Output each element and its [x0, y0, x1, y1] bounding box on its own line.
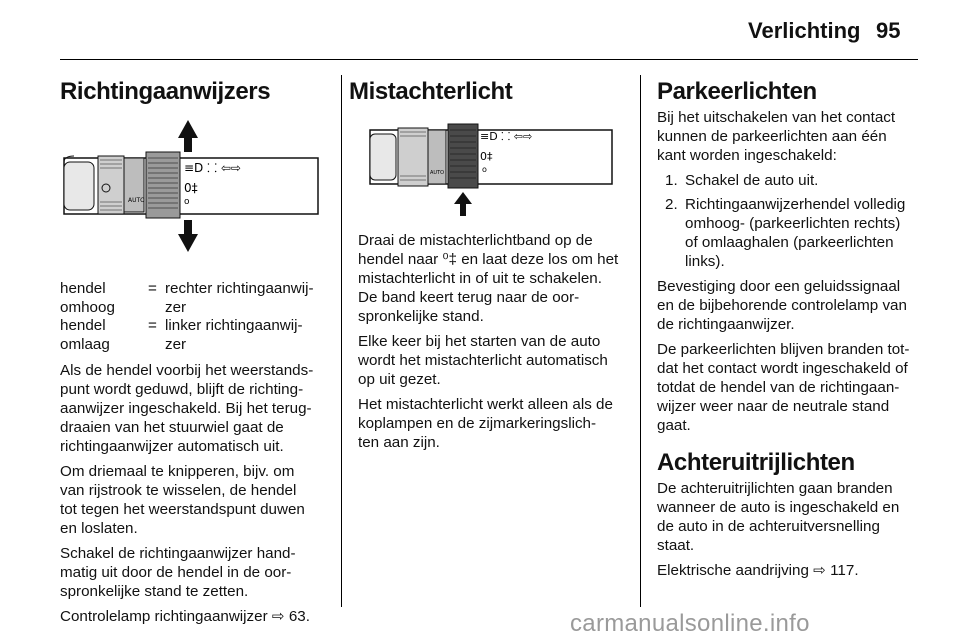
- section-heading-parkeerlichten: Parkeerlichten: [657, 78, 817, 105]
- definition-eq-1: =: [148, 280, 157, 297]
- definition-eq-2: =: [148, 317, 157, 334]
- numbered-list: [657, 171, 922, 271]
- turn-signal-lever-illustration: [60, 118, 322, 254]
- list-item: 1. Schakel de auto uit.: [665, 172, 819, 189]
- definition-term-1: hendel omhoog: [60, 280, 115, 316]
- section-richtingaanwijzers: [60, 78, 335, 106]
- col1-body: [60, 361, 335, 626]
- svg-text:≡D ⸬ ⇦⇨: ≡D ⸬ ⇦⇨: [480, 130, 533, 143]
- page-number: 95: [876, 18, 901, 43]
- arrow-up-icon: [178, 120, 198, 152]
- svg-text:o: o: [482, 165, 487, 174]
- section-mistachterlicht: [349, 78, 634, 106]
- arrow-down-icon: [178, 220, 198, 252]
- list-item: 2. Richtingaanwijzerhendel volledig omhoog- (parkeerlichten rechts) of omlaaghalen (parkeerlichten links).: [665, 196, 906, 270]
- watermark: carmanualsonline.info: [570, 610, 810, 637]
- section-heading: Mistachterlicht: [349, 78, 513, 105]
- section-heading-achteruitrijlichten: Achteruitrijlichten: [657, 449, 855, 476]
- section-heading: Richtingaanwijzers: [60, 78, 271, 105]
- paragraph: Schakel de richtingaanwijzer hand- matig uit door de hendel in de oor- spronkelijke stand te zetten.: [60, 545, 296, 600]
- definition-term-2: hendel omlaag: [60, 317, 110, 353]
- col3-body: [657, 78, 922, 580]
- paragraph: Bij het uitschakelen van het contact kunnen de parkeerlichten aan één kant worden ingeschakeld:: [657, 109, 896, 164]
- column-divider-2: [640, 75, 641, 607]
- svg-text:AUTO: AUTO: [128, 197, 145, 204]
- col2-body: [358, 231, 634, 452]
- column-divider-1: [341, 75, 342, 607]
- paragraph: De achteruitrijlichten gaan branden wanneer de auto is ingeschakeld en de auto in de achteruitversnelling staat.: [657, 480, 900, 554]
- definition-desc-1: rechter richtingaanwij- zer: [165, 280, 314, 316]
- arrow-up-icon: [454, 192, 472, 216]
- svg-text:AUTO: AUTO: [430, 170, 445, 176]
- svg-text:0‡: 0‡: [184, 181, 198, 195]
- header-divider: [60, 59, 918, 60]
- cross-reference-paragraph: Controlelamp richtingaanwijzer ⇨ 63.: [60, 608, 310, 625]
- paragraph: Om driemaal te knipperen, bijv. om van rijstrook te wisselen, de hendel tot tegen het weerstandspunt duwen en loslaten.: [60, 463, 305, 537]
- svg-text:≡D ⸬ ⇦⇨: ≡D ⸬ ⇦⇨: [184, 161, 241, 175]
- paragraph: Draai de mistachterlichtband op de hendel naar ⁰‡ en laat deze los om het mistachterlicht in of uit te schakelen. De band keert terug naar de oor- spronkelijke stand.: [358, 232, 619, 325]
- paragraph: Het mistachterlicht werkt alleen als de koplampen en de zijmarkeringslich- ten aan zijn.: [358, 396, 613, 451]
- page-header-title: Verlichting: [748, 18, 861, 43]
- paragraph: Als de hendel voorbij het weerstands- punt wordt geduwd, blijft de richting- aanwijzer ingeschakeld. Bij het terug- draaien van het stuurwiel gaat de richtingaanwijzer automatisch uit.: [60, 362, 314, 455]
- paragraph: Elke keer bij het starten van de auto wordt het mistachterlicht automatisch op uit gezet.: [358, 333, 608, 388]
- definition-desc-2: linker richtingaanwij- zer: [165, 317, 303, 353]
- svg-text:o: o: [184, 197, 190, 207]
- paragraph: De parkeerlichten blijven branden tot- dat het contact wordt ingeschakeld of totdat de hendel van de richtingaan- wijzer weer naar de neutrale stand gaat.: [657, 341, 910, 434]
- cross-reference-paragraph: Elektrische aandrijving ⇨ 117.: [657, 562, 859, 579]
- fog-light-lever-illustration: [366, 122, 616, 218]
- paragraph: Bevestiging door een geluidssignaal en de bijbehorende controlelamp van de richtingaanwijzer.: [657, 278, 907, 333]
- svg-text:0‡: 0‡: [480, 150, 493, 163]
